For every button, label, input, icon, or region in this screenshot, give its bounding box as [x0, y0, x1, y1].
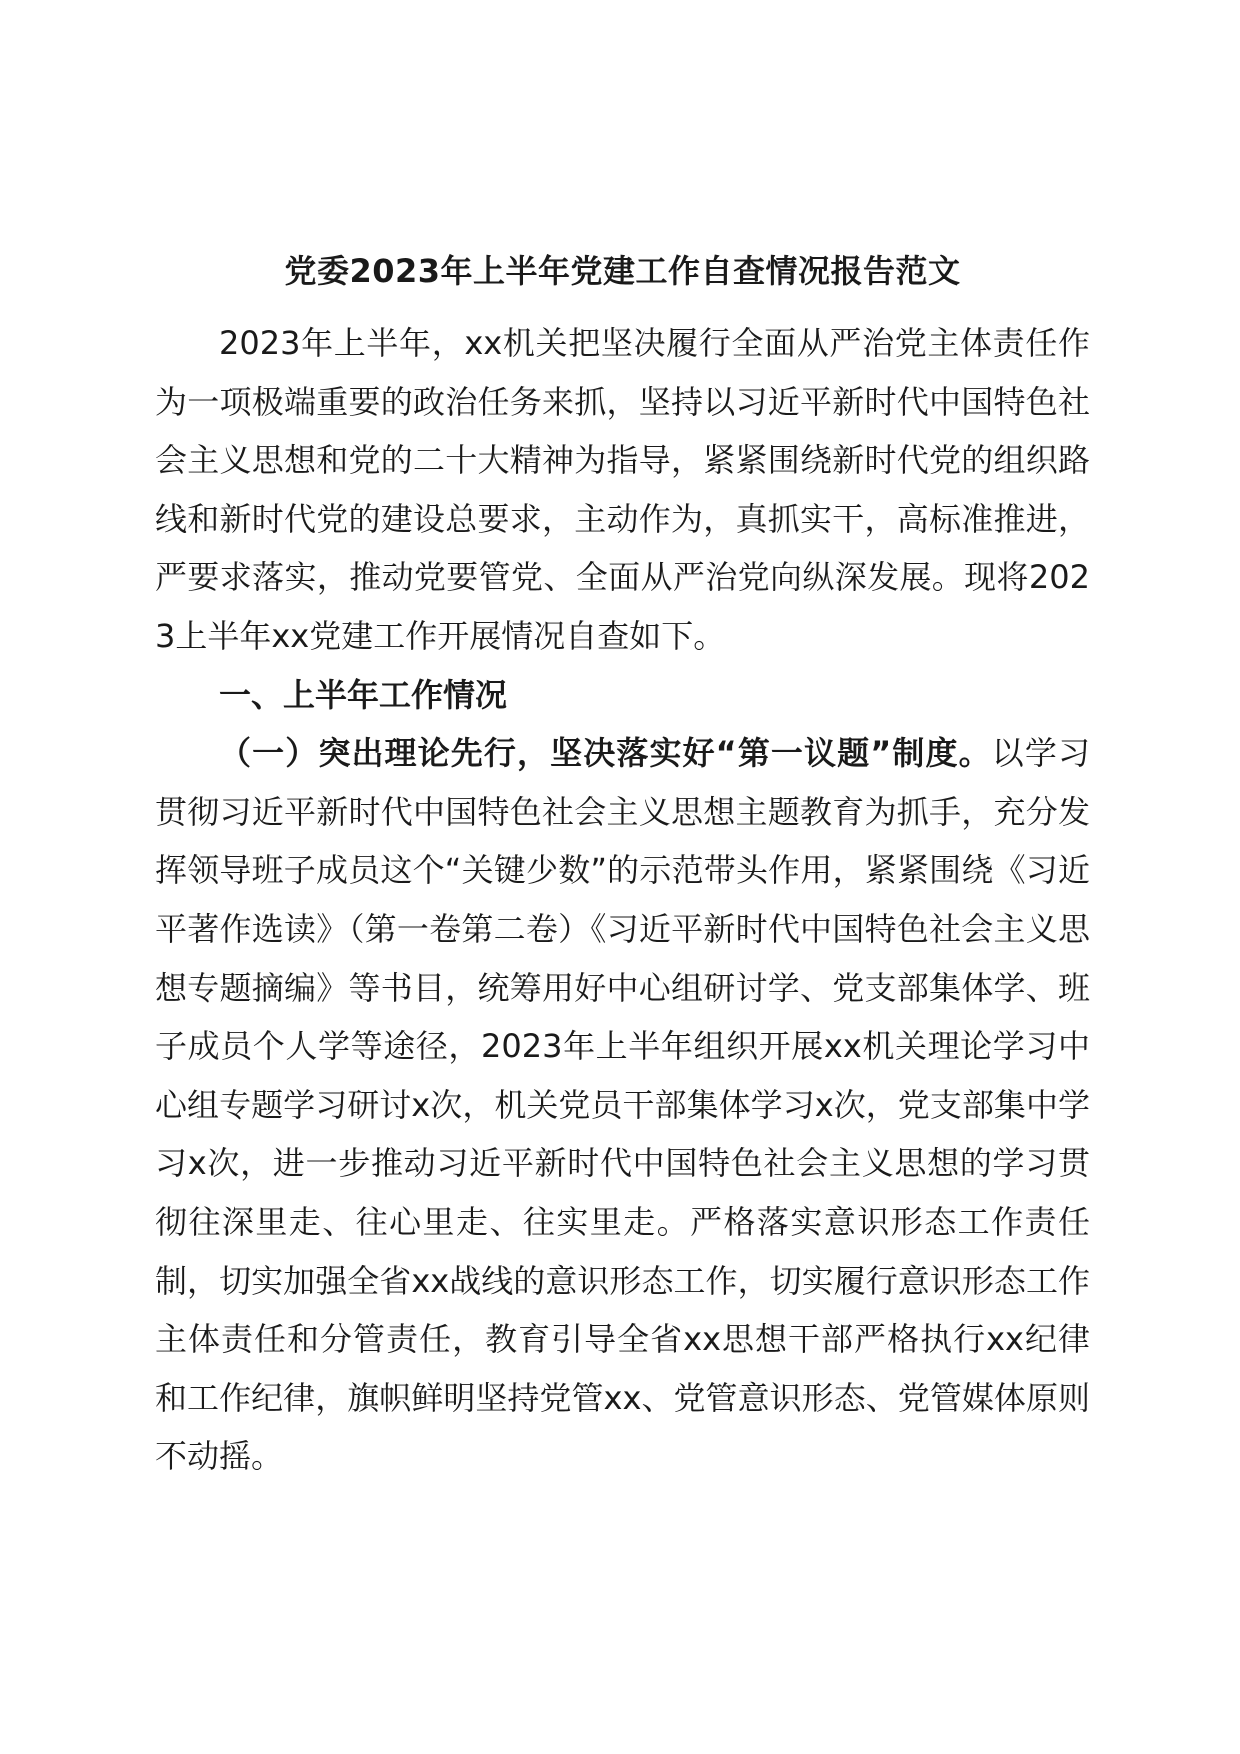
document-body: [155, 242, 1090, 1486]
document-title: 党委2023年上半年党建工作自查情况报告范文: [284, 252, 961, 290]
intro-paragraph: 2023年上半年，xx机关把坚决履行全面从严治党主体责任作为一项极端重要的政治任务来抓，坚持以习近平新时代中国特色社会主义思想和党的二十大精神为指导，紧紧围绕新时代党的组织路线和新时代党的建设总要求，主动作为，真抓实干，高标准推进，严要求落实，推动党要管党、全面从严治党向纵深发展。现将2023上半年xx党建工作开展情况自查如下。: [155, 324, 1090, 655]
section-item-paragraph: [155, 724, 1090, 1486]
section-heading: 一、上半年工作情况: [219, 675, 508, 714]
item-lead-sentence: （一）突出理论先行，坚决落实好“第一议题”制度。: [219, 734, 992, 773]
item-body-text: 以学习贯彻习近平新时代中国特色社会主义思想主题教育为抓手，充分发挥领导班子成员这个“关键少数”的示范带头作用，紧紧围绕《习近平著作选读》（第一卷第二卷）《习近平新时代中国特色社会主义思想专题摘编》等书目，统筹用好中心组研讨学、党支部集体学、班子成员个人学等途径，2023年上半年组织开展xx机关理论学习中心组专题学习研讨x次，机关党员干部集体学习x次，党支部集中学习x次，进一步推动习近平新时代中国特色社会主义思想的学习贯彻往深里走、往心里走、往实里走。严格落实意识形态工作责任制，切实加强全省xx战线的意识形态工作，切实履行意识形态工作主体责任和分管责任，教育引导全省xx思想干部严格执行xx纪律和工作纪律，旗帜鲜明坚持党管xx、党管意识形态、党管媒体原则不动摇。: [155, 734, 1090, 1476]
